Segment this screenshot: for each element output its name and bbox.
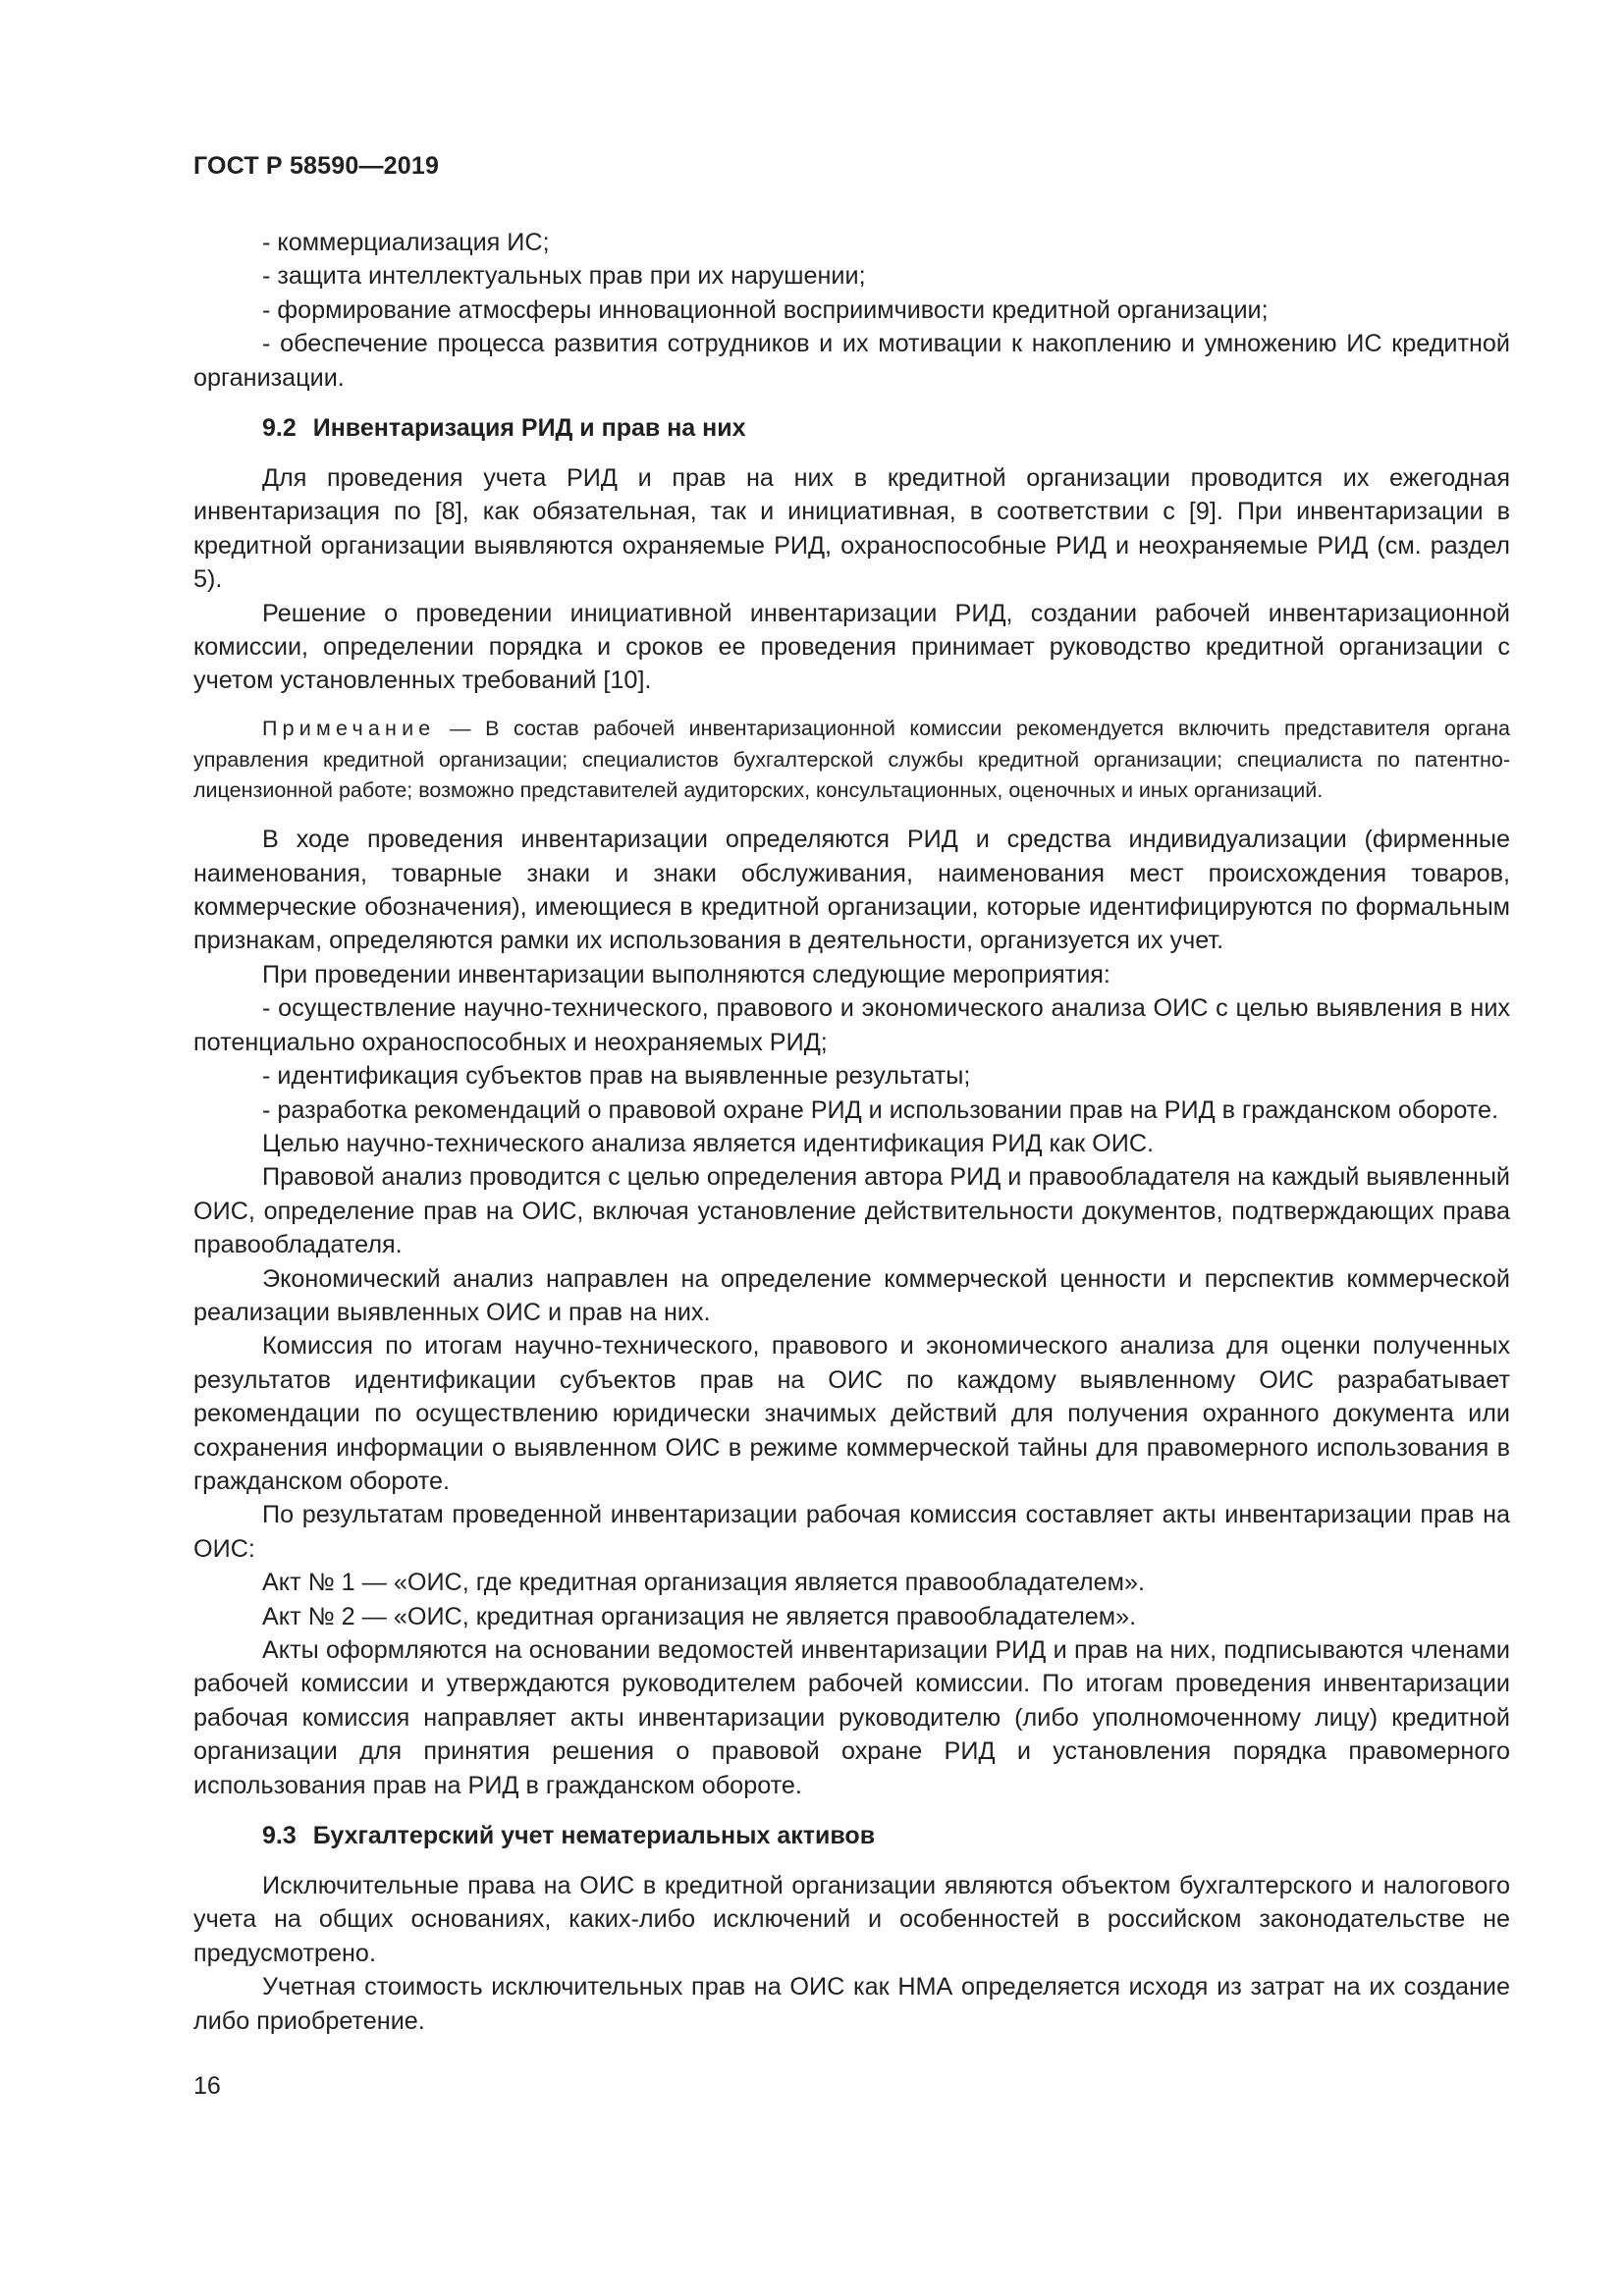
intro-list [193,226,1510,395]
document-header: ГОСТ Р 58590—2019 [193,152,440,180]
list-item: - формирование атмосферы инновационной восприимчивости кредитной организации; [262,295,1269,324]
paragraph: По результатам проведенной инвентаризации рабочая комиссия составляет акты инвентаризации прав на ОИС: [193,1501,1510,1563]
paragraph: Экономический анализ направлен на определение коммерческой ценности и перспектив коммерческой реализации выявленных ОИС и прав на них. [193,1264,1510,1326]
note-text: В состав рабочей инвентаризационной комиссии рекомендуется включить представителя органа управления кредитной организации; специалистов бухгалтерской службы кредитной организации; специалиста по патентно-лицензионной работе; возможно представителей аудиторских, консультационных, оценочных и иных организаций. [193,716,1510,803]
list-item: - идентификация субъектов прав на выявленные результаты; [262,1062,971,1091]
page-number: 16 [193,2072,221,2100]
section-title: Бухгалтерский учет нематериальных активов [312,1822,876,1850]
section-title: Инвентаризация РИД и прав на них [312,414,746,443]
paragraph: Для проведения учета РИД и прав на них в кредитной организации проводится их ежегодная инвентаризация по [8], как обязательная, так и инициативная, в соответствии с [9]. При инвентаризации в кредитной организации выявляются охраняемые РИД, охраноспособные РИД и неохраняемые РИД (см. раздел 5). [193,464,1510,594]
section-heading-9-3 [262,1819,1510,1852]
act-item: Акт № 1 — «ОИС, где кредитная организация является правообладателем». [262,1569,1145,1597]
section-number: 9.2 [262,414,297,443]
paragraph: В ходе проведения инвентаризации определяются РИД и средства индивидуализации (фирменные наименования, товарные знаки и знаки обслуживания, наименования мест происхождения товаров, коммерческие обозначения), имеющиеся в кредитной организации, которые идентифицируются по формальным признакам, определяются рамки их использования в деятельности, организуется их учет. [193,826,1510,955]
note-label: Примечание [262,716,436,740]
paragraph: Учетная стоимость исключительных прав на ОИС как НМА определяется исходя из затрат на их создание либо приобретение. [193,1973,1510,2035]
paragraph: Правовой анализ проводится с целью определения автора РИД и правообладателя на каждый выявленный ОИС, определение прав на ОИС, включая установление действительности документов, подтверждающих права правообладателя. [193,1163,1510,1259]
paragraph: Решение о проведении инициативной инвентаризации РИД, создании рабочей инвентаризационной комиссии, определении порядка и сроков ее проведения принимает руководство кредитной организации с учетом установленных требований [10]. [193,599,1510,695]
paragraph: Акты оформляются на основании ведомостей инвентаризации РИД и прав на них, подписываются членами рабочей комиссии и утверждаются руководителем рабочей комиссии. По итогам проведения инвентаризации рабочая комиссия направляет акты инвентаризации руководителю (либо уполномоченному лицу) кредитной организации для принятия решения о правовой охране РИД и установления порядка правомерного использования прав на РИД в гражданском обороте. [193,1636,1510,1799]
list-item: - разработка рекомендаций о правовой охране РИД и использовании прав на РИД в гражданском обороте. [262,1095,1499,1124]
paragraph: Исключительные права на ОИС в кредитной организации являются объектом бухгалтерского и налогового учета на общих основаниях, каких-либо исключений и особенностей в российском законодательстве не предусмотрено. [193,1872,1510,1967]
list-item: - защита интеллектуальных прав при их нарушении; [262,262,866,291]
paragraph: Целью научно-технического анализа является идентификация РИД как ОИС. [262,1129,1155,1157]
list-item: - коммерциализация ИС; [262,229,550,256]
section-heading-9-2 [262,411,1510,445]
note-separator: — [435,716,486,740]
section-number: 9.3 [262,1822,297,1850]
paragraph: Комиссия по итогам научно-технического, правового и экономического анализа для оценки полученных результатов идентификации субъектов прав на ОИС по каждому выявленному ОИС разрабатывает рекомендации по осуществлению юридически значимых действий для получения охранного документа или сохранения информации о выявленном ОИС в режиме коммерческой тайны для правомерного использования в гражданском обороте. [193,1332,1510,1495]
note-block [193,714,1510,807]
document-page [193,147,1510,2038]
list-item: - осуществление научно-технического, правового и экономического анализа ОИС с целью выявления в них потенциально охраноспособных и неохраняемых РИД; [193,994,1510,1056]
paragraph: При проведении инвентаризации выполняются следующие мероприятия: [262,960,1110,988]
act-item: Акт № 2 — «ОИС, кредитная организация не является правообладателем». [262,1602,1137,1630]
list-item: - обеспечение процесса развития сотрудников и их мотивации к накоплению и умножению ИС кредитной организации. [193,330,1510,392]
